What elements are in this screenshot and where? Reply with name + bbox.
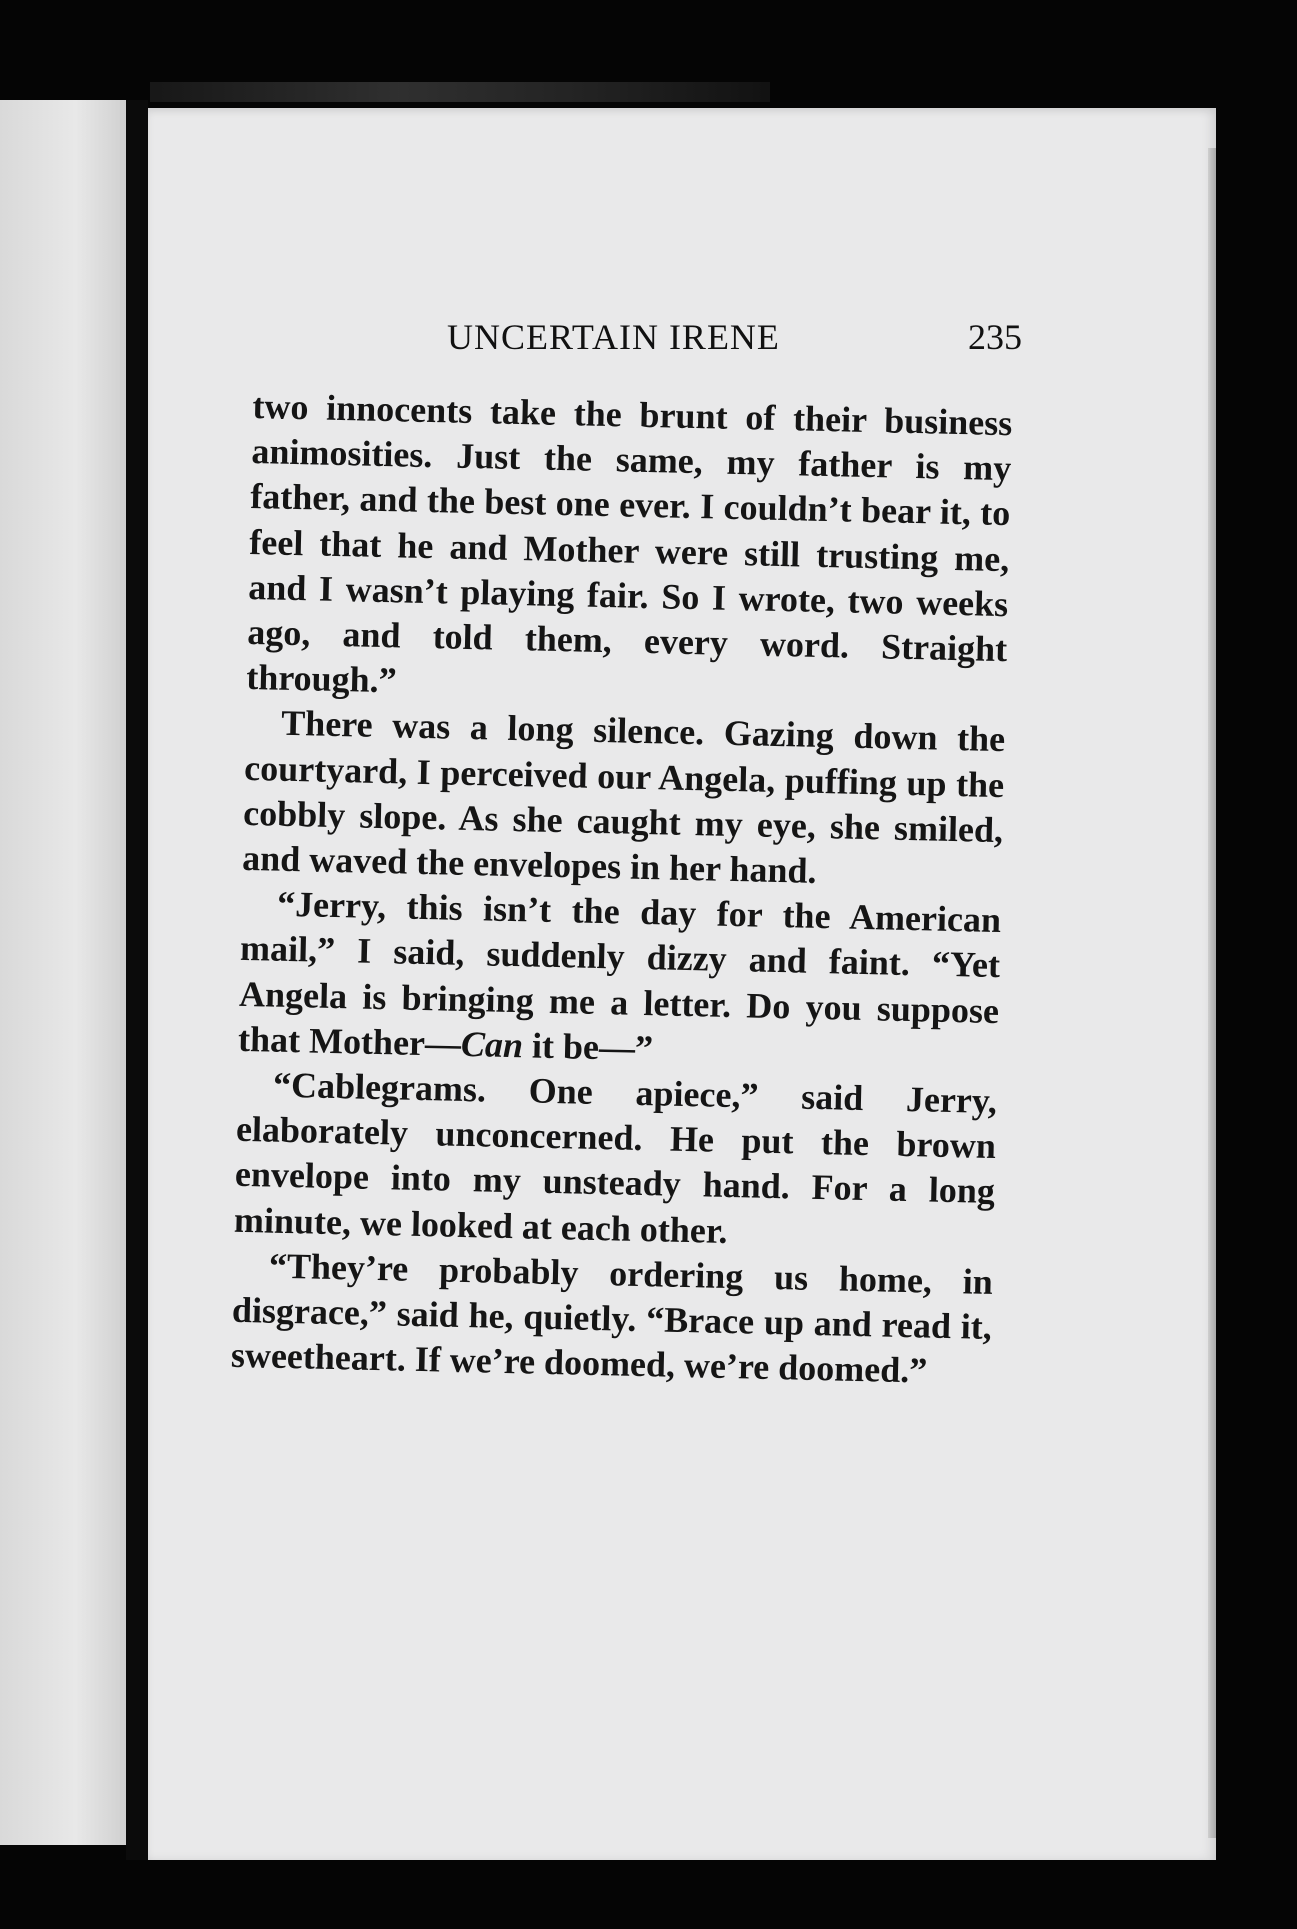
running-head xyxy=(447,316,1022,362)
paragraph-4: “Cablegrams. One apiece,” said Jerry, elaborately unconcerned. He put the brown envelope into my unsteady hand. For a long minute, we looked at each other. xyxy=(233,1064,998,1251)
paragraph-5: “They’re probably ordering us home, in disgrace,” said he, quietly. “Brace up and read it, sweetheart. If we’re doomed, we’re doomed.” xyxy=(230,1245,994,1391)
paragraph-3 xyxy=(238,881,1002,1079)
page-number: 235 xyxy=(968,317,1022,357)
scan-edge-strip xyxy=(150,82,770,102)
gutter-shadow xyxy=(126,100,148,1860)
paragraph-2: There was a long silence. Gazing down the courtyard, I perceived our Angela, puffing up the cobbly slope. As she caught my eye, she smiled, and waved the envelopes in her hand. xyxy=(241,703,1006,891)
running-head-title: UNCERTAIN IRENE xyxy=(447,317,780,357)
left-page-edge xyxy=(0,100,126,1845)
body-text xyxy=(230,384,1012,1395)
paragraph-3-text-after: it be—” xyxy=(522,1025,654,1069)
paragraph-3-emphasis: Can xyxy=(460,1023,524,1066)
paragraph-1: two innocents take the brunt of their business animosities. Just the same, my father is my father, and the best one ever. I couldn’t bear it, to feel that he and Mother were still trusting me, and I wasn’t playing fair. So I wrote, two weeks ago, and told them, every word. Straight through.” xyxy=(245,385,1013,701)
paragraph-3-text-before: “Jerry, this isn’t the day for the American mail,” I said, suddenly dizzy and faint. “Yet Angela is bringing me a letter. Do you suppose that Mother— xyxy=(237,883,1002,1064)
